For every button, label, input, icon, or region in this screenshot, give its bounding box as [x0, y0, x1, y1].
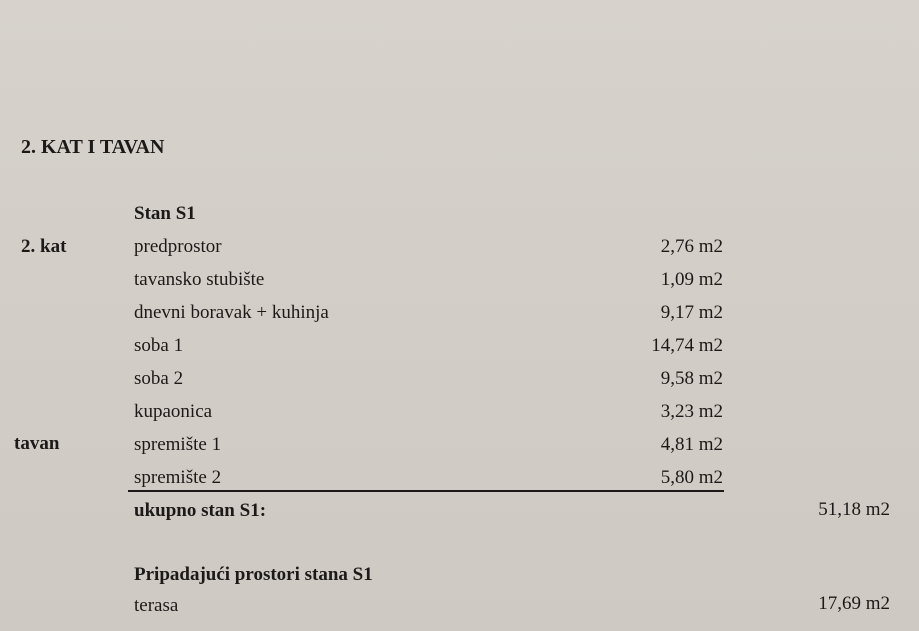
room-name: dnevni boravak + kuhinja: [134, 302, 329, 323]
room-name: predprostor: [134, 236, 222, 257]
room-name: soba 2: [134, 368, 184, 389]
appurtenant-item-area: 17,69 m2: [818, 593, 890, 614]
room-name: spremište 1: [134, 434, 222, 455]
total-label: ukupno stan S1:: [134, 500, 267, 521]
room-area: 9,58 m2: [660, 368, 723, 389]
total-divider: [128, 490, 724, 492]
appurtenant-title: Pripadajući prostori stana S1: [134, 564, 373, 585]
room-area: 2,76 m2: [660, 236, 723, 257]
level-label-attic: tavan: [14, 433, 60, 454]
total-area: 51,18 m2: [818, 499, 890, 520]
room-area: 9,17 m2: [660, 302, 723, 323]
room-name: kupaonica: [134, 401, 213, 422]
room-name: soba 1: [134, 335, 184, 356]
room-name: tavansko stubište: [134, 269, 265, 290]
level-label-floor2: 2. kat: [21, 236, 67, 257]
appurtenant-item-name: terasa: [134, 595, 179, 616]
section-title: 2. KAT I TAVAN: [21, 136, 165, 158]
room-area: 1,09 m2: [660, 269, 723, 290]
room-area: 14,74 m2: [651, 335, 723, 356]
room-area: 5,80 m2: [660, 467, 723, 488]
room-area: 4,81 m2: [660, 434, 723, 455]
apartment-title: Stan S1: [134, 203, 196, 224]
room-name: spremište 2: [134, 467, 222, 488]
room-area: 3,23 m2: [660, 401, 723, 422]
